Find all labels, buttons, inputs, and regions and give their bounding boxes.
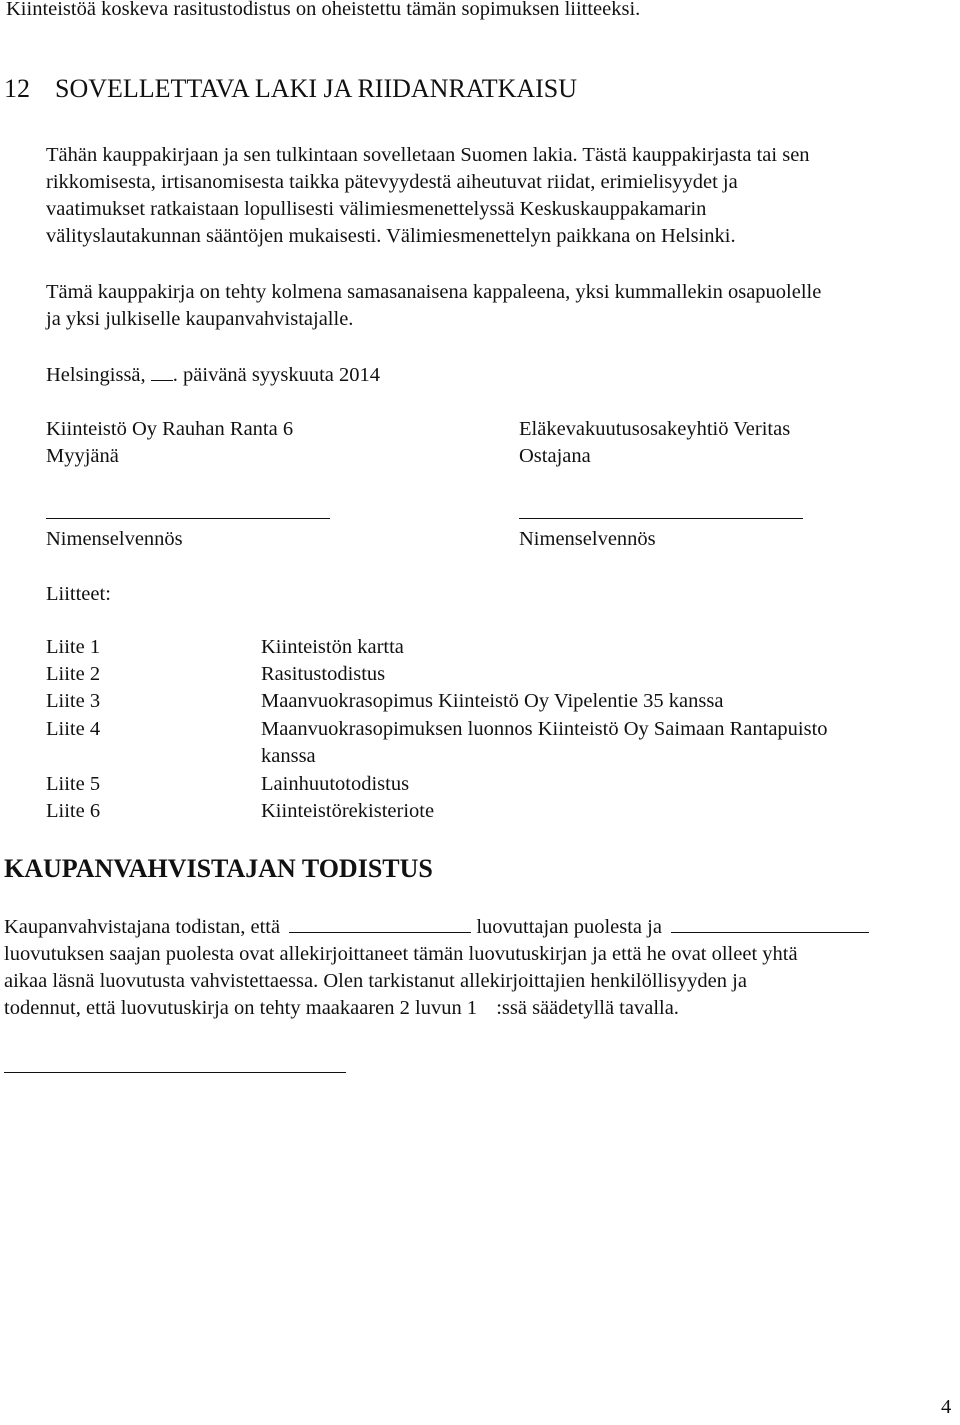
attachment-desc: Kiinteistörekisteriote — [261, 800, 435, 822]
day-blank — [151, 361, 173, 381]
seller-role: Myyjänä — [46, 445, 119, 467]
certificate-text: :ssä säädetyllä tavalla. — [496, 997, 679, 1019]
attachment-label: Liite 2 — [46, 663, 101, 685]
certificate-line-3: aikaa läsnä luovutusta vahvistettaessa. Olen tarkistanut allekirjoittajien henkilöllisyyden ja — [4, 970, 747, 992]
buyer-name: Eläkevakuutusosakeyhtiö Veritas — [519, 418, 791, 440]
section-heading — [4, 74, 577, 104]
buyer-role: Ostajana — [519, 445, 591, 467]
buyer-representative-blank[interactable] — [671, 913, 869, 933]
attachment-label: Liite 1 — [46, 636, 101, 658]
buyer-name-clarification: Nimenselvennös — [519, 528, 656, 550]
attachment-desc: Maanvuokrasopimus Kiinteistö Oy Vipelentie 35 kanssa — [261, 690, 724, 712]
section-number: 12 — [4, 74, 30, 103]
paragraph-line: Tähän kauppakirjaan ja sen tulkintaan sovelletaan Suomen lakia. Tästä kauppakirjasta tai sen — [46, 144, 810, 166]
attachment-desc: Rasitustodistus — [261, 663, 386, 685]
attachment-label: Liite 4 — [46, 718, 101, 740]
attachment-desc: Maanvuokrasopimuksen luonnos Kiinteistö Oy Saimaan Rantapuisto — [261, 718, 828, 740]
certificate-line-1 — [4, 913, 869, 941]
attachment-label: Liite 3 — [46, 690, 101, 712]
paragraph-line: ja yksi julkiselle kaupanvahvistajalle. — [46, 308, 354, 330]
place: Helsingissä, — [46, 364, 146, 386]
certificate-line-2: luovutuksen saajan puolesta ovat allekirjoittaneet tämän luovutuskirjan ja että he ovat olleet yhtä — [4, 943, 798, 965]
seller-name-clarification: Nimenselvennös — [46, 528, 183, 550]
paragraph-line: välityslautakunnan sääntöjen mukaisesti. Välimiesmenettelyn paikkana on Helsinki. — [46, 225, 736, 247]
buyer-signature-line[interactable] — [519, 518, 803, 519]
date-rest: . päivänä syyskuuta 2014 — [172, 364, 381, 386]
certificate-text: todennut, että luovutuskirja on tehty maakaaren 2 luvun 1 — [4, 997, 478, 1019]
date-line — [46, 361, 380, 389]
certificate-line-4 — [4, 995, 679, 1022]
attachment-label: Liite 6 — [46, 800, 101, 822]
governing-law-paragraph — [46, 142, 946, 250]
certificate-text: luovuttajan puolesta ja — [476, 916, 662, 938]
seller-representative-blank[interactable] — [289, 913, 471, 933]
attachments-heading: Liitteet: — [46, 583, 111, 605]
seller-name: Kiinteistö Oy Rauhan Ranta 6 — [46, 418, 294, 440]
seller-signature-line[interactable] — [46, 518, 330, 519]
seller-block — [46, 416, 293, 470]
attachment-label: Liite 5 — [46, 773, 101, 795]
paragraph-line: vaatimukset ratkaistaan lopullisesti välimiesmenettelyssä Keskuskauppakamarin — [46, 198, 707, 220]
attachment-desc: Lainhuutotodistus — [261, 773, 410, 795]
attachment-desc-continued: kanssa — [261, 745, 316, 767]
attachment-desc: Kiinteistön kartta — [261, 636, 404, 658]
paragraph-line: rikkomisesta, irtisanomisesta taikka pätevyydestä aiheutuvat riidat, erimielisyydet ja — [46, 171, 738, 193]
section-title: SOVELLETTAVA LAKI JA RIIDANRATKAISU — [55, 74, 578, 103]
notary-signature-line[interactable] — [4, 1072, 346, 1073]
page-number: 4 — [941, 1396, 952, 1418]
intro-line: Kiinteistöä koskeva rasitustodistus on oheistettu tämän sopimuksen liitteeksi. — [6, 0, 641, 20]
paragraph-line: Tämä kauppakirja on tehty kolmena samasanaisena kappaleena, yksi kummallekin osapuolelle — [46, 281, 822, 303]
copies-paragraph — [46, 279, 946, 333]
buyer-block — [519, 416, 790, 470]
certificate-text: Kaupanvahvistajana todistan, että — [4, 916, 281, 938]
certificate-title: KAUPANVAHVISTAJAN TODISTUS — [4, 854, 433, 883]
